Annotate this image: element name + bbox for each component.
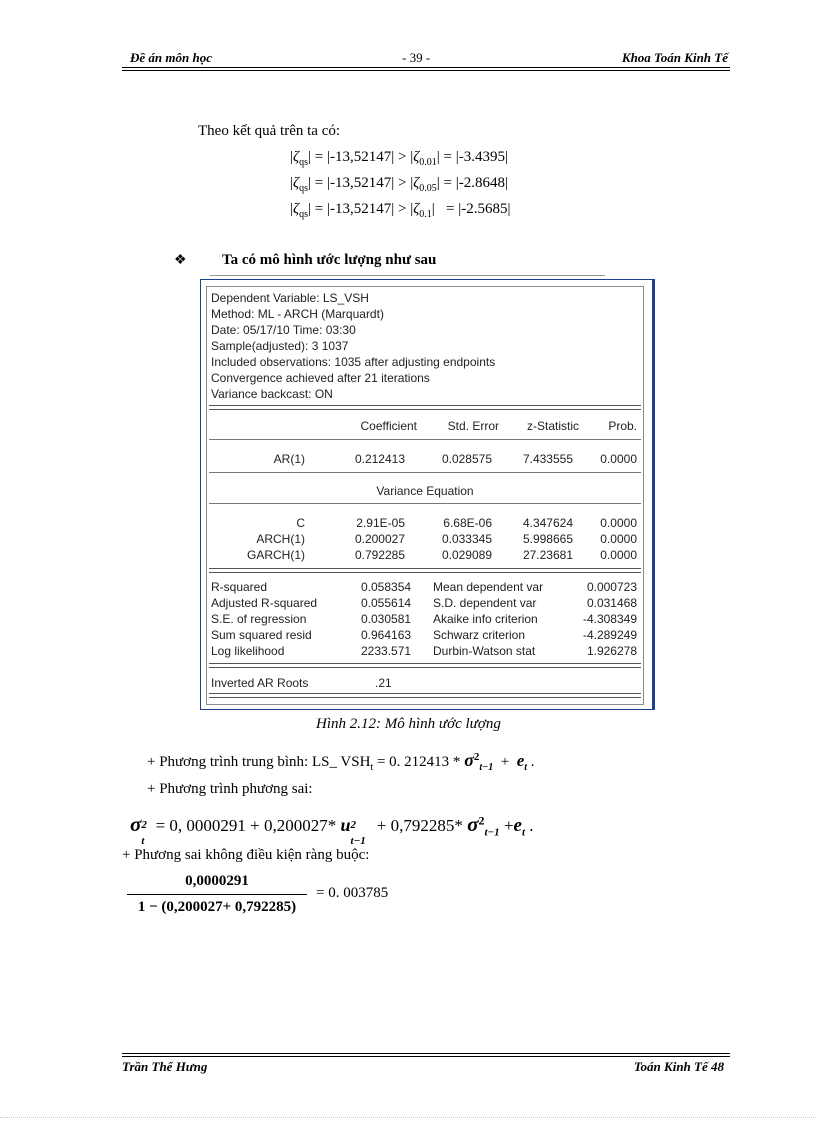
regression-output-table — [206, 286, 644, 705]
intro-text: Theo kết quả trên ta có: — [198, 123, 341, 139]
col-header-coefficient: Coefficient — [360, 419, 417, 433]
variance-equation-title: Variance Equation — [376, 484, 474, 498]
cell-se: 0.029089 — [441, 548, 492, 562]
fraction-bar — [127, 894, 307, 895]
unconditional-variance-result: = 0. 003785 — [316, 885, 389, 901]
footer-left: Trần Thế Hưng — [122, 1059, 208, 1074]
stat-label: R-squared — [211, 580, 268, 594]
fraction-numerator: 0,0000291 — [185, 873, 249, 889]
stat-value: -4.289249 — [582, 628, 637, 642]
table-divider — [209, 472, 641, 473]
stat-label: Mean dependent var — [433, 580, 544, 594]
stat-value: 1.926278 — [586, 644, 637, 658]
variance-equation-label: + Phương trình phương sai: — [147, 781, 313, 797]
roots-value: .21 — [375, 676, 392, 690]
stat-label: Durbin-Watson stat — [433, 644, 536, 658]
cell-z: 5.998665 — [522, 532, 573, 546]
cell-z: 27.23681 — [522, 548, 573, 562]
cell-prob: 0.0000 — [600, 452, 637, 466]
variance-equation: σ 2 t = 0, 0000291 + 0,200027* u 2 t−1 + 0,792285* $\sigma^2_{t-1} +e_t$ . — [130, 812, 534, 847]
stat-value: 0.964163 — [361, 628, 412, 642]
table-divider — [209, 503, 641, 504]
stat-label: Schwarz criterion — [433, 628, 526, 642]
col-header-prob: Prob. — [608, 419, 637, 433]
section-heading: Ta có mô hình ước lượng như sau — [222, 252, 437, 268]
meta-line: Dependent Variable: LS_VSH — [211, 291, 369, 305]
stat-label: S.E. of regression — [211, 612, 307, 626]
row-label: GARCH(1) — [246, 548, 305, 562]
footer-rule-2 — [122, 1056, 730, 1057]
header-left: Đề án môn học — [130, 50, 212, 65]
fraction-denominator: 1 − (0,200027+ 0,792285) — [137, 899, 297, 915]
meta-line: Included observations: 1035 after adjusting endpoints — [211, 355, 496, 369]
stat-value: 0.000723 — [586, 580, 637, 594]
table-divider — [209, 693, 641, 698]
footer-right: Toán Kinh Tế 48 — [633, 1059, 724, 1074]
stat-value: -4.308349 — [582, 612, 637, 626]
meta-line: Method: ML - ARCH (Marquardt) — [211, 307, 384, 321]
cell-prob: 0.0000 — [600, 516, 637, 530]
unconditional-variance-label: + Phương sai không điều kiện ràng buộc: — [122, 847, 370, 863]
figure-caption: Hình 2.12: Mô hình ước lượng — [316, 716, 501, 732]
stat-label: Sum squared resid — [211, 628, 312, 642]
test-line-2: $|\zeta_{qs}| = |-13,52147| > |\zeta_{0.05}| = |-2.8648|$ — [290, 175, 509, 194]
stat-value: 0.058354 — [361, 580, 412, 594]
test-line-1: $|\zeta_{qs}| = |-13,52147| > |\zeta_{0.01}| = |-3.4395|$ — [290, 149, 509, 168]
cell-coef: 0.212413 — [354, 452, 405, 466]
cell-se: 6.68E-06 — [443, 516, 492, 530]
stat-value: 2233.571 — [361, 644, 412, 658]
page-number: - 39 - — [402, 50, 431, 65]
row-label: ARCH(1) — [256, 532, 305, 546]
meta-line: Convergence achieved after 21 iterations — [211, 371, 430, 385]
mean-equation: + Phương trình trung bình: LS_ $VSH_t = 0$. $212413 * \sigma^2_{t-1} + e_t$ . — [147, 750, 535, 773]
table-divider — [209, 568, 641, 573]
stat-label: S.D. dependent var — [433, 596, 537, 610]
table-divider — [209, 439, 641, 440]
roots-label: Inverted AR Roots — [211, 676, 309, 690]
stat-value: 0.055614 — [361, 596, 412, 610]
meta-line: Date: 05/17/10 Time: 03:30 — [211, 323, 356, 337]
cell-coef: 0.200027 — [354, 532, 405, 546]
stat-label: Log likelihood — [211, 644, 285, 658]
cell-coef: 2.91E-05 — [356, 516, 405, 530]
stat-value: 0.030581 — [361, 612, 412, 626]
page-edge — [0, 1117, 816, 1118]
meta-line: Sample(adjusted): 3 1037 — [211, 339, 349, 353]
cell-se: 0.028575 — [441, 452, 492, 466]
cell-coef: 0.792285 — [354, 548, 405, 562]
stat-value: 0.031468 — [586, 596, 637, 610]
col-header-std-error: Std. Error — [447, 419, 499, 433]
table-divider — [209, 405, 641, 410]
cell-z: 4.347624 — [522, 516, 573, 530]
cell-prob: 0.0000 — [600, 532, 637, 546]
header-right: Khoa Toán Kinh Tế — [621, 50, 728, 65]
table-divider — [209, 663, 641, 668]
heading-rule — [210, 275, 605, 276]
row-label: AR(1) — [273, 452, 305, 466]
row-label: C — [296, 516, 305, 530]
cell-se: 0.033345 — [441, 532, 492, 546]
cell-z: 7.433555 — [522, 452, 573, 466]
header-rule-2 — [122, 70, 730, 71]
col-header-z-statistic: z-Statistic — [526, 419, 579, 433]
regression-output-window — [200, 279, 655, 710]
cell-prob: 0.0000 — [600, 548, 637, 562]
test-line-3: $|\zeta_{qs}| = |-13,52147| > |\zeta_{0.1}| = |-2.5685|$ — [290, 201, 511, 220]
stat-label: Adjusted R-squared — [211, 596, 318, 610]
diamond-dots-icon: ❖ — [174, 253, 187, 268]
stat-label: Akaike info criterion — [433, 612, 538, 626]
footer-rule — [122, 1053, 730, 1054]
meta-line: Variance backcast: ON — [211, 387, 333, 401]
header-rule — [122, 67, 730, 68]
